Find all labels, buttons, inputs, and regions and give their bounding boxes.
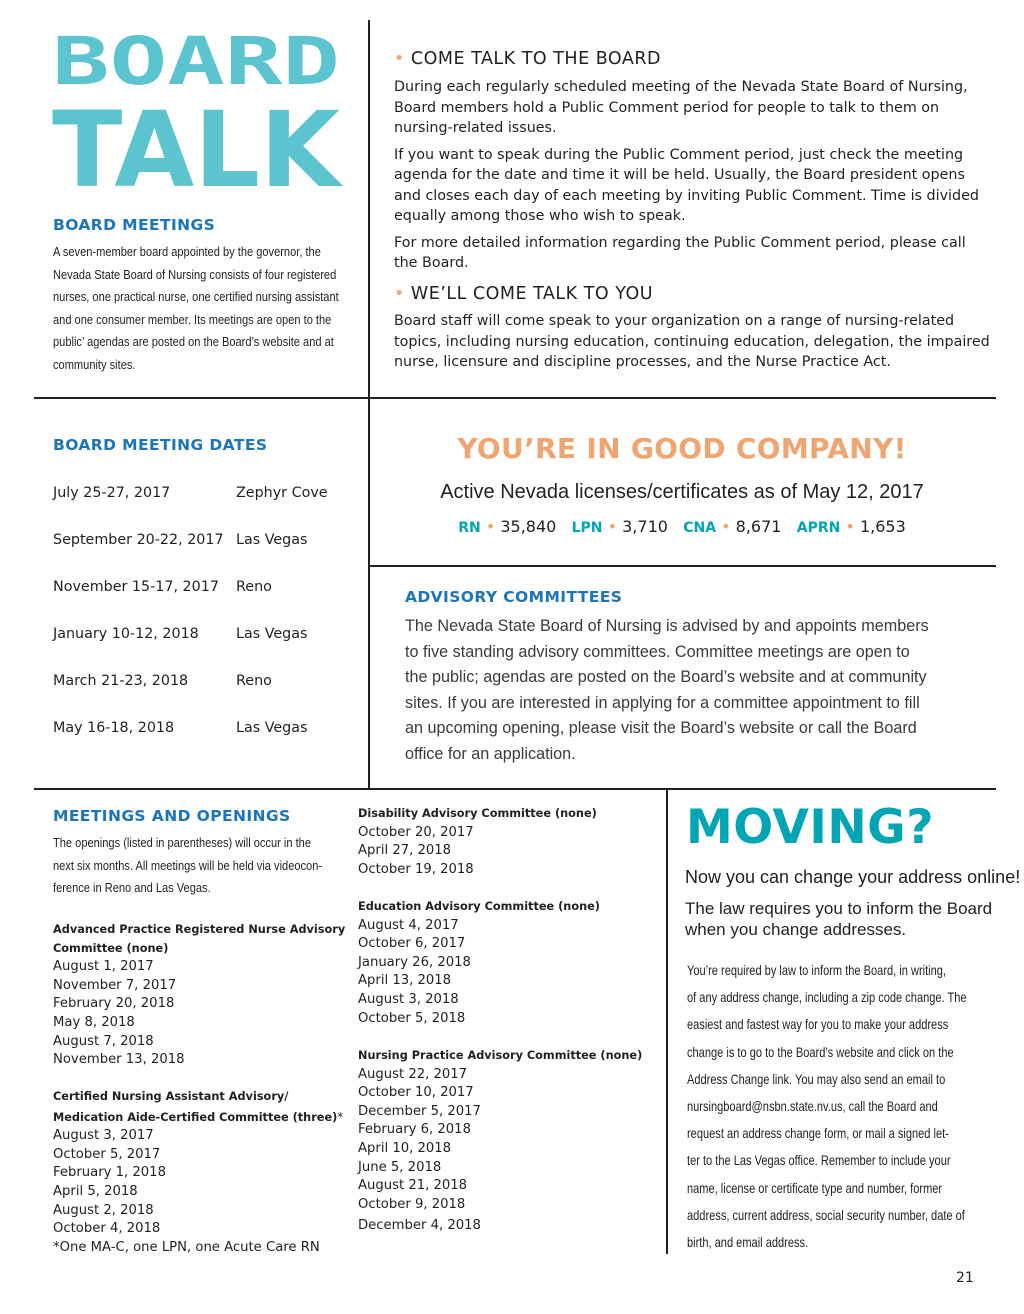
committee-date: October 9, 2018 (358, 1196, 466, 1212)
meeting-dates-table (53, 485, 353, 745)
good-company-heading: YOU’RE IN GOOD COMPANY! (457, 432, 907, 465)
meeting-location: Reno (236, 673, 272, 689)
stat-separator: • (845, 517, 855, 536)
moving-line: name, license or certificate type and number, former (687, 1179, 943, 1196)
well-come-heading-text: WE’LL COME TALK TO YOU (410, 284, 654, 304)
committee-title: Education Advisory Committee (none) (358, 900, 600, 913)
footnote: *One MA-C, one LPN, one Acute Care RN (53, 1239, 320, 1255)
intro-line: next six months. All meetings will be held via videocon- (53, 857, 323, 873)
stat-label-cna: CNA (683, 520, 717, 536)
intro-line: ference in Reno and Las Vegas. (53, 880, 211, 896)
well-come-line: nurse, licensure and discipline processes, and the Nurse Practice Act. (394, 354, 891, 370)
well-come-body (394, 311, 994, 373)
moving-line: You’re required by law to inform the Board, in writing, (687, 962, 947, 978)
logo-board-text: BOARD (52, 23, 340, 100)
committee-title-row (53, 1107, 353, 1128)
meetings-openings-heading: MEETINGS AND OPENINGS (53, 807, 291, 825)
come-talk-line: equally among those who wish to speak. (394, 208, 686, 224)
committee-date: February 1, 2018 (53, 1165, 166, 1181)
advisory-line: The Nevada State Board of Nursing is advised by and appoints members (405, 617, 929, 635)
logo-talk-text: TALK (52, 89, 344, 197)
aprn-committee (53, 921, 353, 1070)
moving-line: nursingboard@nsbn.state.nv.us, call the Board and (687, 1098, 938, 1115)
committee-date: April 27, 2018 (358, 843, 452, 859)
committee-date: October 10, 2017 (358, 1085, 474, 1101)
cna-committee (53, 1088, 353, 1257)
committee-title: Nursing Practice Advisory Committee (none) (358, 1049, 643, 1062)
committee-date: April 13, 2018 (358, 973, 452, 989)
committee-date: February 20, 2018 (53, 996, 175, 1012)
committee-date: April 5, 2018 (53, 1183, 138, 1199)
committee-title: Medication Aide-Certified Committee (three) (53, 1110, 338, 1124)
come-talk-line: agenda for the date and time it will be held. Usually, the Board president opens (394, 167, 965, 183)
footnote-asterisk: * (337, 1109, 344, 1124)
committee-date: August 1, 2017 (53, 959, 154, 975)
meeting-dates-heading: BOARD MEETING DATES (53, 436, 268, 454)
come-talk-line: the Board. (394, 255, 469, 271)
moving-line: request an address change form, or mail a signed let- (687, 1125, 949, 1142)
meeting-location: Las Vegas (236, 532, 308, 548)
well-come-line: topics, including nursing education, continuing education, delegation, the impaired (394, 333, 990, 350)
moving-line: Address Change link. You may also send an email to (687, 1070, 946, 1087)
stat-value-cna: 8,671 (735, 517, 782, 536)
education-committee (358, 898, 658, 1028)
intro-line: The openings (listed in parentheses) will occur in the (53, 835, 311, 850)
committee-date: December 4, 2018 (358, 1218, 481, 1234)
advisory-line: sites. If you are interested in applying for a committee appointment to fill (405, 693, 920, 712)
nursing-practice-committee (358, 1047, 658, 1236)
committee-title: Certified Nursing Assistant Advisory/ (53, 1090, 289, 1103)
meeting-date: July 25-27, 2017 (53, 485, 171, 501)
moving-body (687, 957, 1024, 1256)
advisory-line: an upcoming opening, please visit the Board’s website or call the Board (405, 719, 917, 738)
moving-law-line: The law requires you to inform the Board (685, 899, 993, 918)
stat-value-lpn: 3,710 (622, 517, 668, 536)
meeting-date: May 16-18, 2018 (53, 720, 175, 736)
moving-heading: MOVING? (686, 800, 935, 855)
advisory-line: office for an application. (405, 744, 576, 763)
divider-top-vertical (368, 20, 370, 788)
board-meetings-text (53, 241, 413, 377)
meetings-openings-intro (53, 832, 383, 900)
moving-law-line: when you change addresses. (685, 919, 907, 939)
come-talk-line: and closes each day of each meeting by inviting Public Comment. Time is divided (394, 187, 979, 204)
committee-date: October 20, 2017 (358, 824, 474, 840)
committee-date: February 6, 2018 (358, 1122, 471, 1138)
come-talk-line: If you want to speak during the Public Comment period, just check the meeting (394, 146, 964, 163)
divider-company-advisory (368, 565, 996, 567)
committee-date: August 3, 2017 (53, 1128, 154, 1144)
committee-title: Disability Advisory Committee (none) (358, 807, 597, 820)
advisory-heading: ADVISORY COMMITTEES (405, 588, 623, 606)
stat-separator: • (485, 517, 496, 536)
meeting-location: Zephyr Cove (236, 485, 328, 501)
good-company-subheading: Active Nevada licenses/certificates as of May 12, 2017 (440, 481, 924, 503)
committee-date: June 5, 2018 (358, 1159, 442, 1175)
board-meetings-line: community sites. (53, 356, 136, 372)
meeting-date: September 20-22, 2017 (53, 532, 224, 548)
stat-label-rn: RN (458, 520, 481, 536)
board-talk-logo (52, 22, 352, 197)
stat-separator: • (721, 517, 731, 536)
moving-line: change is to go to the Board’s website and click on the (687, 1043, 954, 1060)
committee-date: October 5, 2017 (53, 1146, 161, 1162)
come-talk-line: nursing-related issues. (394, 120, 557, 136)
advisory-line: to five standing advisory committees. Committee meetings are open to (405, 642, 910, 661)
moving-line: of any address change, including a zip code change. The (687, 989, 967, 1006)
moving-line: ter to the Las Vegas office. Remember to include your (687, 1152, 951, 1169)
divider-moving-vertical (666, 788, 668, 1254)
board-meetings-heading: BOARD MEETINGS (53, 216, 216, 234)
well-come-line: Board staff will come speak to your organization on a range of nursing-related (394, 313, 955, 329)
stat-label-aprn: APRN (796, 520, 841, 536)
page-number: 21 (956, 1270, 974, 1286)
committee-date: November 13, 2018 (53, 1052, 185, 1068)
meeting-location: Las Vegas (236, 626, 308, 642)
moving-line: birth, and email address. (687, 1234, 809, 1251)
committee-date: August 2, 2018 (53, 1202, 154, 1218)
meeting-date: January 10-12, 2018 (53, 626, 199, 642)
moving-law-text (685, 899, 992, 940)
committee-date: November 7, 2017 (53, 977, 177, 993)
meeting-date: March 21-23, 2018 (53, 673, 189, 689)
committee-date: October 4, 2018 (53, 1221, 161, 1237)
committee-date: May 8, 2018 (53, 1014, 135, 1030)
committee-date: December 5, 2017 (358, 1103, 481, 1119)
committee-date: August 22, 2017 (358, 1066, 468, 1082)
board-meetings-line: and one consumer member. Its meetings are open to the (53, 311, 332, 327)
committee-date: August 21, 2018 (358, 1178, 468, 1194)
advisory-line: the public; agendas are posted on the Board’s website and at community (405, 668, 927, 687)
committee-title: Advanced Practice Registered Nurse Advisory (53, 923, 346, 936)
license-stats (368, 517, 996, 536)
come-talk-line: During each regularly scheduled meeting of the Nevada State Board of Nursing, (394, 79, 968, 95)
committee-date: October 5, 2018 (358, 1010, 466, 1026)
board-meetings-line: Nevada State Board of Nursing consists of four registered (53, 266, 337, 282)
disability-committee (358, 805, 658, 879)
bullet-icon: • (394, 49, 405, 69)
divider-bottom-horizontal (34, 788, 996, 790)
come-talk-body (394, 77, 994, 274)
meeting-location: Las Vegas (236, 720, 308, 736)
board-meetings-line: nurses, one practical nurse, one certified nursing assistant (53, 289, 339, 305)
come-talk-line: Board members hold a Public Comment period for people to talk to them on (394, 99, 940, 116)
committee-date: October 19, 2018 (358, 861, 474, 877)
stat-separator: • (607, 517, 618, 536)
committee-date: January 26, 2018 (358, 954, 471, 970)
divider-top-horizontal (34, 397, 996, 399)
committee-date: August 7, 2018 (53, 1033, 154, 1049)
advisory-body (405, 614, 995, 768)
come-talk-heading-text: COME TALK TO THE BOARD (410, 49, 661, 69)
board-meetings-line: A seven-member board appointed by the governor, the (53, 244, 321, 259)
come-talk-line: For more detailed information regarding the Public Comment period, please call (394, 234, 966, 251)
committee-date: April 10, 2018 (358, 1140, 452, 1156)
stat-value-rn: 35,840 (500, 517, 557, 536)
moving-line: address, current address, social security number, date of (687, 1206, 965, 1223)
moving-subheading: Now you can change your address online! (685, 867, 1021, 887)
moving-line: easiest and fastest way for you to make your address (687, 1016, 949, 1033)
meeting-date: November 15-17, 2017 (53, 579, 219, 595)
committee-date: October 6, 2017 (358, 936, 466, 952)
meeting-location: Reno (236, 579, 272, 595)
stat-label-lpn: LPN (571, 520, 603, 536)
committee-date: August 4, 2017 (358, 917, 459, 933)
committee-date: August 3, 2018 (358, 991, 459, 1007)
board-meetings-line: public’ agendas are posted on the Board’s website and at (53, 334, 334, 350)
bullet-icon: • (394, 284, 405, 304)
well-come-heading (394, 284, 653, 304)
come-talk-heading (394, 49, 661, 69)
stat-value-aprn: 1,653 (859, 517, 906, 536)
committee-title: Committee (none) (53, 941, 169, 955)
